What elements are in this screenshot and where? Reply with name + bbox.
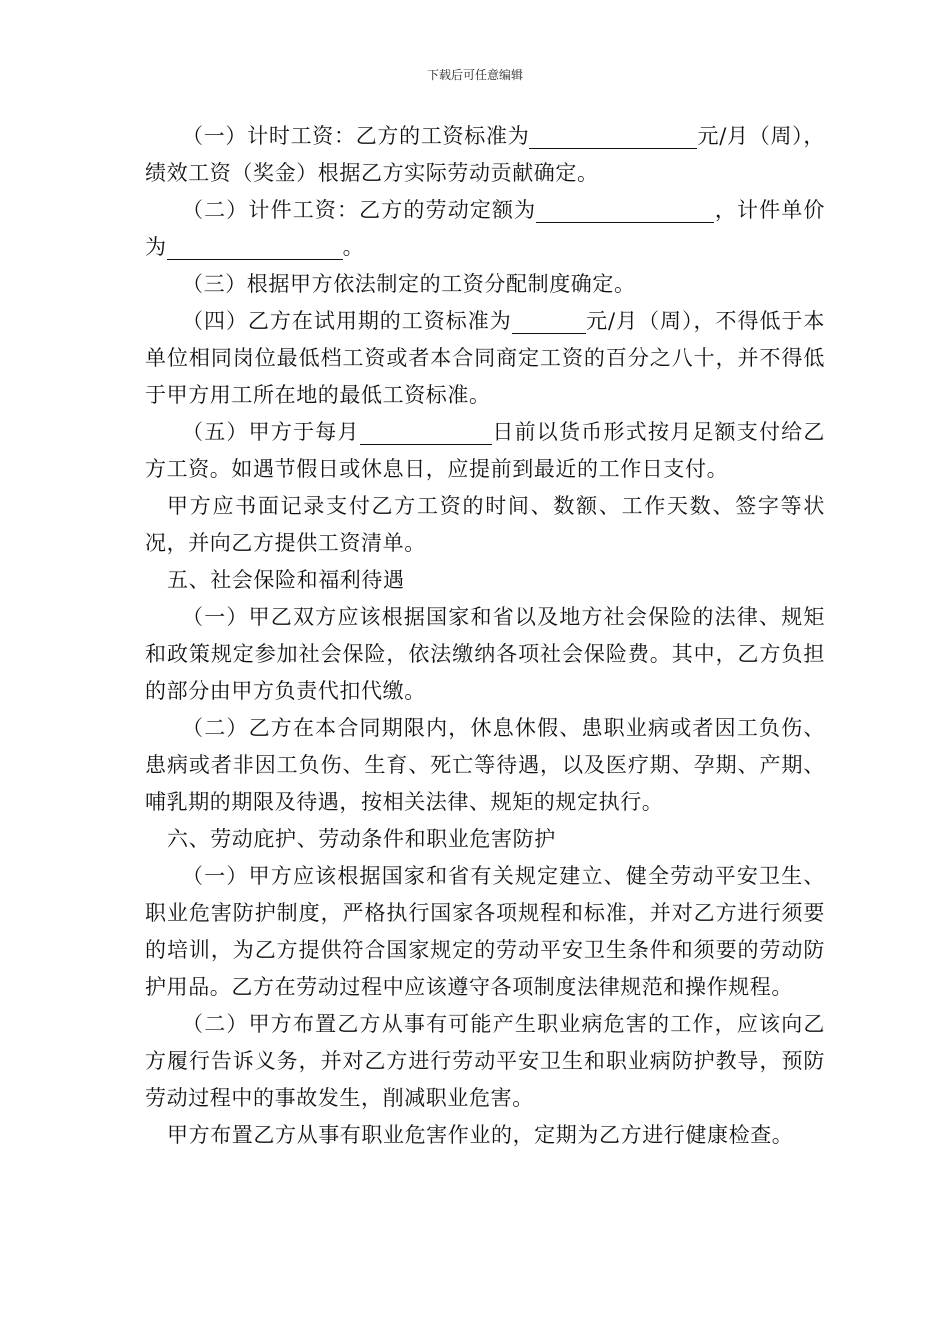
blank-field-payment-day[interactable] [360, 420, 492, 445]
text-segment: 日前以货币形式按月足额支付给乙方工资。如遇节假日或休息日，应提前到最近的工作日支付。 [145, 420, 825, 481]
blank-field-hourly-wage[interactable] [529, 124, 697, 149]
paragraph-wage-records: 甲方应书面记录支付乙方工资的时间、数额、工作天数、签字等状况，并向乙方提供工资清单。 [145, 494, 825, 555]
blank-field-probation-wage[interactable] [512, 309, 586, 334]
blank-field-labor-quota[interactable] [536, 198, 714, 223]
paragraph-wage-distribution: （三）根据甲方依法制定的工资分配制度确定。 [182, 272, 636, 296]
paragraph-benefits: （二）乙方在本合同期限内，休息休假、患职业病或者因工负伤、患病或者非因工负伤、生育、死亡等待遇，以及医疗期、孕期、产期、哺乳期的期限及待遇，按相关法律、规矩的规定执行。 [145, 716, 825, 814]
paragraph-occupational-hazard: （二）甲方布置乙方从事有可能产生职业病危害的工作，应该向乙方履行告诉义务，并对乙方进行劳动平安卫生和职业病防护教导，预防劳动过程中的事故发生，削减职业危害。 [145, 1012, 825, 1110]
page-header: 下载后可任意编辑 [426, 68, 523, 82]
paragraph-safety-system: （一）甲方应该根据国家和省有关规定建立、健全劳动平安卫生、职业危害防护制度，严格执行国家各项规程和标准，并对乙方进行须要的培训，为乙方提供符合国家规定的劳动平安卫生条件和须要的劳动防护用品。乙方在劳动过程中应该遵守各项制度法律规范和操作规程。 [145, 864, 825, 999]
text-segment: （四）乙方在试用期的工资标准为 [182, 309, 512, 333]
text-segment: ，计件单价为 [145, 198, 825, 259]
text-segment: 元/月（周），不得低于本单位相同岗位最低档工资或者本合同商定工资的百分之八十，并不得低于甲方用工所在地的最低工资标准。 [145, 309, 826, 407]
blank-field-unit-price[interactable] [167, 235, 343, 260]
section-heading-labor-protection: 六、劳动庇护、劳动条件和职业危害防护 [167, 827, 556, 851]
paragraph-social-insurance: （一）甲乙双方应该根据国家和省以及地方社会保险的法律、规矩和政策规定参加社会保险，依法缴纳各项社会保险费。其中，乙方负担的部分由甲方负责代扣代缴。 [145, 605, 825, 703]
text-segment: 元/月（周），绩效工资（奖金）根据乙方实际劳动贡献确定。 [145, 124, 825, 185]
text-segment: （五）甲方于每月 [182, 420, 360, 444]
paragraph-health-check: 甲方布置乙方从事有职业危害作业的，定期为乙方进行健康检查。 [167, 1123, 794, 1147]
text-segment: （二）计件工资：乙方的劳动定额为 [182, 198, 537, 222]
paragraph-piece-wage [145, 192, 825, 266]
text-segment: （一）计时工资：乙方的工资标准为 [182, 124, 530, 148]
section-heading-social-insurance: 五、社会保险和福利待遇 [167, 568, 405, 592]
paragraph-hourly-wage [145, 118, 825, 192]
paragraph-probation-wage [145, 303, 825, 414]
paragraph-payment-date [145, 414, 825, 488]
text-segment: 。 [342, 235, 365, 259]
document-body [145, 118, 825, 1154]
